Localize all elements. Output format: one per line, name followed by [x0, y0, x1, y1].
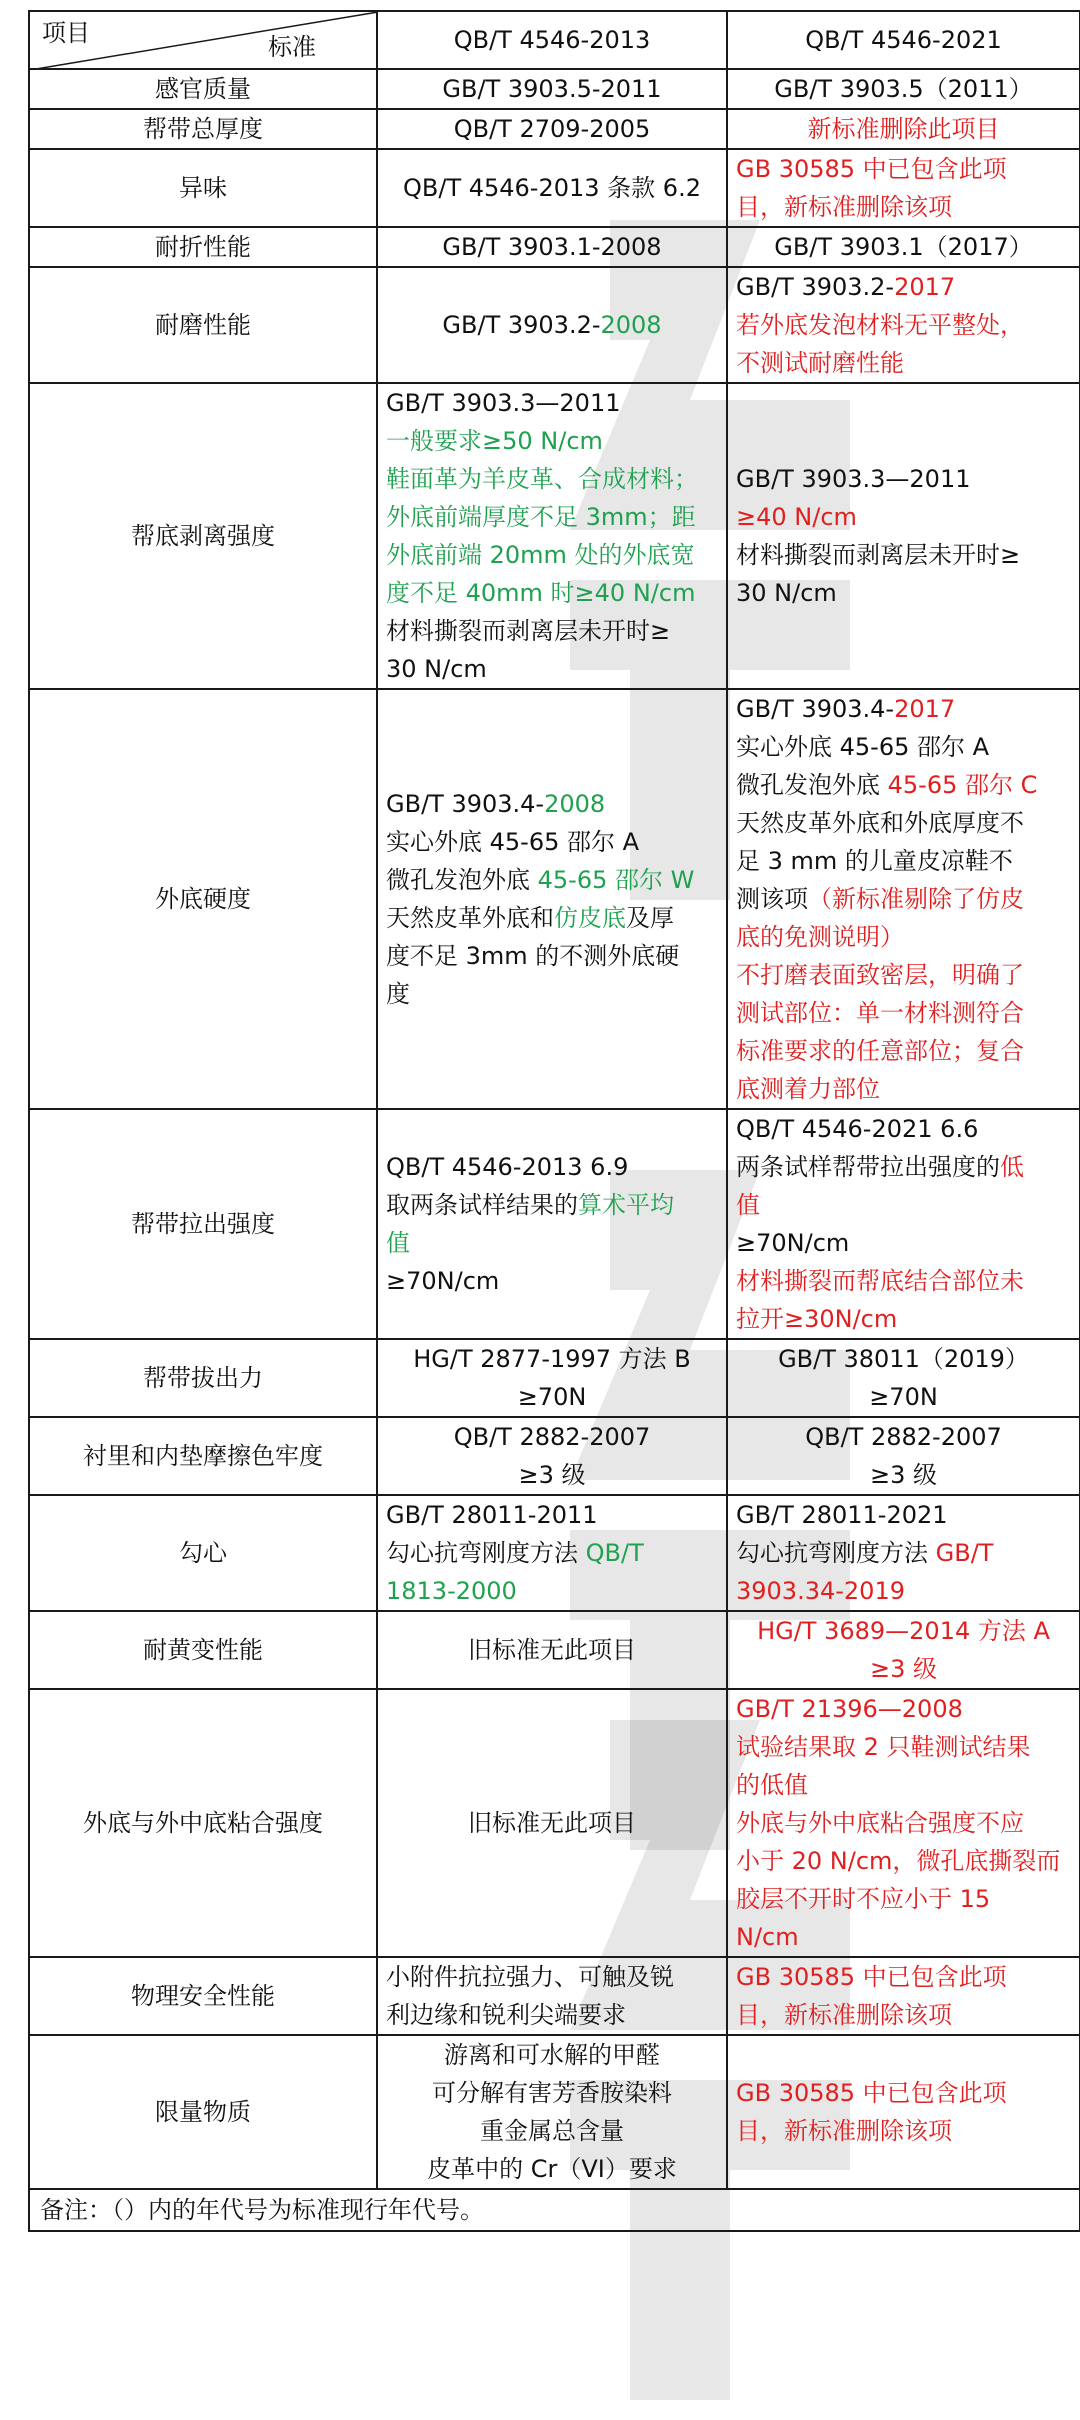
cell-line: [386, 1631, 718, 1669]
changed-text: 胶层不开时不应小于 15: [736, 1885, 991, 1913]
cell-line: [386, 975, 718, 1013]
cell-line: [736, 1032, 1071, 1070]
removed-text: 算术平均: [578, 1191, 674, 1219]
cell-line: [386, 70, 718, 108]
plain-text: 重金属总含量: [480, 2117, 624, 2145]
changed-text: 的低值: [736, 1771, 808, 1799]
cell-line: [736, 2112, 1071, 2150]
plain-text: 材料撕裂而剥离层未开时≥: [386, 617, 671, 645]
plain-text: 小附件抗拉强力、可触及锐: [386, 1963, 674, 1991]
removed-text: 2008: [544, 790, 606, 818]
changed-text: ≥3 级: [869, 1655, 937, 1683]
plain-text: 微孔发泡外底: [386, 866, 538, 894]
item-name-cell: 耐折性能: [29, 227, 377, 267]
changed-text: ≥40 N/cm: [736, 503, 857, 531]
plain-text: 两条试样帮带拉出强度的: [736, 1153, 1000, 1181]
cell-line: [736, 228, 1071, 266]
plain-text: QB/T 4546-2021 6.6: [736, 1115, 979, 1143]
new-standard-cell: [727, 1689, 1080, 1957]
cell-line: [386, 306, 718, 344]
plain-text: 足 3 mm 的儿童皮凉鞋不: [736, 847, 1013, 875]
header-new-standard: QB/T 4546-2021: [727, 11, 1080, 69]
plain-text: GB/T 38011（2019）: [778, 1345, 1029, 1373]
plain-text: GB/T 3903.5-2011: [442, 75, 662, 103]
header-old-standard: QB/T 4546-2013: [377, 11, 727, 69]
old-standard-cell: [377, 149, 727, 227]
cell-line: [736, 70, 1071, 108]
cell-line: [736, 110, 1071, 148]
old-standard-cell: [377, 1417, 727, 1495]
cell-line: [736, 1378, 1071, 1416]
cell-line: [386, 498, 718, 536]
plain-text: 30 N/cm: [386, 655, 487, 683]
cell-line: [736, 1110, 1071, 1148]
cell-line: [736, 1958, 1071, 1996]
cell-line: [736, 880, 1071, 918]
table-row: [29, 109, 1080, 149]
item-name-cell: 帮带总厚度: [29, 109, 377, 149]
changed-text: 外底与外中底粘合强度不应: [736, 1809, 1024, 1837]
new-standard-cell: [727, 1611, 1080, 1689]
cell-line: [386, 1378, 718, 1416]
plain-text: 实心外底 45-65 邵尔 A: [386, 828, 640, 856]
cell-line: [386, 1148, 718, 1186]
table-row: [29, 689, 1080, 1109]
item-name-cell: 外底与外中底粘合强度: [29, 1689, 377, 1957]
changed-text: N/cm: [736, 1923, 799, 1951]
changed-text: 值: [736, 1191, 760, 1219]
old-standard-cell: [377, 383, 727, 689]
old-standard-cell: [377, 69, 727, 109]
plain-text: GB/T 28011-2021: [736, 1501, 948, 1529]
cell-line: [736, 766, 1071, 804]
plain-text: 天然皮革外底和: [386, 904, 554, 932]
header-item-label: 项目: [42, 19, 90, 47]
old-standard-cell: [377, 689, 727, 1109]
cell-line: [386, 612, 718, 650]
changed-text: 新标准删除此项目: [807, 115, 1000, 143]
old-standard-cell: [377, 1109, 727, 1339]
plain-text: GB/T 3903.5（2011）: [774, 75, 1033, 103]
plain-text: GB/T 3903.4-: [386, 790, 545, 818]
cell-line: [386, 460, 718, 498]
plain-text: ≥70N: [869, 1383, 938, 1411]
cell-line: [736, 498, 1071, 536]
plain-text: ≥70N: [517, 1383, 587, 1411]
cell-line: [386, 384, 718, 422]
new-standard-cell: [727, 1109, 1080, 1339]
table-row: [29, 149, 1080, 227]
new-standard-cell: [727, 267, 1080, 383]
changed-text: 3903.34-2019: [736, 1577, 905, 1605]
table-row: [29, 1611, 1080, 1689]
changed-text: （新标准剔除了仿皮: [808, 885, 1024, 913]
table-row: [29, 383, 1080, 689]
cell-line: [736, 1880, 1071, 1918]
cell-line: [386, 228, 718, 266]
cell-line: [736, 2074, 1071, 2112]
cell-line: [736, 1262, 1071, 1300]
cell-line: [736, 1300, 1071, 1338]
new-standard-cell: [727, 109, 1080, 149]
changed-text: GB/T 21396—2008: [736, 1695, 963, 1723]
cell-line: [386, 937, 718, 975]
plain-text: QB/T 4546-2013 6.9: [386, 1153, 629, 1181]
changed-text: 2017: [894, 695, 956, 723]
cell-line: [736, 1804, 1071, 1842]
table-row: [29, 267, 1080, 383]
changed-text: 材料撕裂而帮底结合部位未: [736, 1267, 1024, 1295]
plain-text: GB/T 3903.3—2011: [736, 465, 971, 493]
cell-line: [736, 1224, 1071, 1262]
old-standard-cell: [377, 109, 727, 149]
removed-text: 1813-2000: [386, 1577, 517, 1605]
changed-text: 底测着力部位: [736, 1075, 880, 1103]
plain-text: QB/T 4546-2013 条款 6.2: [403, 174, 701, 202]
plain-text: GB/T 28011-2011: [386, 1501, 598, 1529]
table-row: [29, 227, 1080, 267]
item-name-cell: 衬里和内垫摩擦色牢度: [29, 1417, 377, 1495]
old-standard-cell: [377, 1957, 727, 2035]
old-standard-cell: [377, 1689, 727, 1957]
cell-line: [736, 1842, 1071, 1880]
cell-line: [736, 1728, 1071, 1766]
cell-line: [386, 650, 718, 688]
changed-text: 不打磨表面致密层，明确了: [736, 961, 1024, 989]
table-row: [29, 1339, 1080, 1417]
new-standard-cell: [727, 149, 1080, 227]
plain-text: QB/T 2882-2007: [805, 1423, 1002, 1451]
cell-line: [386, 1958, 718, 1996]
cell-line: [386, 574, 718, 612]
changed-text: GB 30585 中已包含此项: [736, 2079, 1007, 2107]
changed-text: 45-65 邵尔 C: [887, 771, 1038, 799]
plain-text: 实心外底 45-65 邵尔 A: [736, 733, 990, 761]
cell-line: [386, 536, 718, 574]
cell-line: [736, 344, 1071, 382]
plain-text: 微孔发泡外底: [736, 771, 888, 799]
plain-text: ≥3 级: [518, 1461, 586, 1489]
removed-text: 值: [386, 1229, 410, 1257]
changed-text: 目，新标准删除该项: [736, 2117, 952, 2145]
cell-line: [736, 268, 1071, 306]
cell-line: [386, 1262, 718, 1300]
header-diagonal-cell: [29, 11, 377, 69]
changed-text: 测试部位：单一材料测符合: [736, 999, 1024, 1027]
cell-line: [386, 1496, 718, 1534]
cell-line: [386, 1572, 718, 1610]
item-name-cell: 勾心: [29, 1495, 377, 1611]
changed-text: 2017: [894, 273, 956, 301]
plain-text: 勾心抗弯刚度方法: [736, 1539, 936, 1567]
cell-line: [386, 1418, 718, 1456]
old-standard-cell: [377, 1495, 727, 1611]
cell-line: [386, 1340, 718, 1378]
cell-line: [736, 956, 1071, 994]
plain-text: 及厚: [626, 904, 674, 932]
cell-line: [736, 1418, 1071, 1456]
changed-text: 目，新标准删除该项: [736, 193, 952, 221]
cell-line: [736, 1612, 1071, 1650]
plain-text: 度: [386, 980, 410, 1008]
table-row: [29, 1957, 1080, 2035]
standard-comparison-table: [28, 10, 1080, 2232]
old-standard-cell: [377, 267, 727, 383]
item-name-cell: 耐黄变性能: [29, 1611, 377, 1689]
plain-text: 勾心抗弯刚度方法: [386, 1539, 586, 1567]
plain-text: GB/T 3903.4-: [736, 695, 895, 723]
cell-line: [736, 460, 1071, 498]
note-text: 备注：（）内的年代号为标准现行年代号。: [29, 2189, 1080, 2231]
cell-line: [386, 1804, 718, 1842]
cell-line: [386, 1186, 718, 1224]
cell-line: [386, 785, 718, 823]
removed-text: 2008: [600, 311, 662, 339]
cell-line: [736, 188, 1071, 226]
cell-line: [386, 2150, 718, 2188]
cell-line: [736, 1766, 1071, 1804]
cell-line: [736, 690, 1071, 728]
plain-text: ≥70N/cm: [386, 1267, 500, 1295]
cell-line: [736, 1340, 1071, 1378]
changed-text: 低: [1000, 1153, 1024, 1181]
changed-text: 小于 20 N/cm，微孔底撕裂而: [736, 1847, 1061, 1875]
header-standard-label: 标准: [268, 33, 316, 61]
plain-text: ≥70N/cm: [736, 1229, 850, 1257]
table-row: [29, 69, 1080, 109]
new-standard-cell: [727, 1495, 1080, 1611]
changed-text: GB 30585 中已包含此项: [736, 1963, 1007, 1991]
plain-text: 旧标准无此项目: [468, 1809, 636, 1837]
removed-text: 鞋面革为羊皮革、合成材料；: [386, 465, 698, 493]
item-name-cell: 外底硬度: [29, 689, 377, 1109]
plain-text: 材料撕裂而剥离层未开时≥: [736, 541, 1021, 569]
plain-text: GB/T 3903.3—2011: [386, 389, 621, 417]
old-standard-cell: [377, 1339, 727, 1417]
table-row: [29, 1689, 1080, 1957]
cell-line: [736, 1070, 1071, 1108]
new-standard-cell: [727, 383, 1080, 689]
new-standard-cell: [727, 1417, 1080, 1495]
table-row: [29, 1495, 1080, 1611]
removed-text: 度不足 40mm 时≥40 N/cm: [386, 579, 696, 607]
cell-line: [386, 1534, 718, 1572]
item-name-cell: 帮带拉出强度: [29, 1109, 377, 1339]
cell-line: [736, 1186, 1071, 1224]
changed-text: 若外底发泡材料无平整处，: [736, 311, 1024, 339]
changed-text: 底的免测说明）: [736, 923, 904, 951]
table-row: [29, 1109, 1080, 1339]
removed-text: 仿皮底: [554, 904, 626, 932]
cell-line: [736, 306, 1071, 344]
cell-line: [386, 899, 718, 937]
plain-text: 取两条试样结果的: [386, 1191, 578, 1219]
plain-text: 利边缘和锐利尖端要求: [386, 2001, 626, 2029]
cell-line: [386, 861, 718, 899]
item-name-cell: 耐磨性能: [29, 267, 377, 383]
cell-line: [386, 422, 718, 460]
new-standard-cell: [727, 1957, 1080, 2035]
plain-text: QB/T 2709-2005: [453, 115, 651, 143]
plain-text: 天然皮革外底和外底厚度不: [736, 809, 1024, 837]
header-row: [29, 11, 1080, 69]
new-standard-cell: [727, 227, 1080, 267]
plain-text: HG/T 2877-1997 方法 B: [413, 1345, 691, 1373]
cell-line: [736, 918, 1071, 956]
cell-line: [736, 1572, 1071, 1610]
plain-text: ≥3 级: [869, 1461, 937, 1489]
item-name-cell: 限量物质: [29, 2035, 377, 2189]
cell-line: [736, 1496, 1071, 1534]
cell-line: [386, 823, 718, 861]
plain-text: GB/T 3903.2-: [442, 311, 601, 339]
plain-text: GB/T 3903.1-2008: [442, 233, 662, 261]
cell-line: [736, 150, 1071, 188]
plain-text: 测该项: [736, 885, 808, 913]
cell-line: [736, 536, 1071, 574]
cell-line: [386, 1996, 718, 2034]
new-standard-cell: [727, 689, 1080, 1109]
cell-line: [386, 2074, 718, 2112]
plain-text: 游离和可水解的甲醛: [444, 2041, 660, 2069]
cell-line: [736, 574, 1071, 612]
changed-text: 标准要求的任意部位；复合: [736, 1037, 1024, 1065]
removed-text: QB/T: [585, 1539, 644, 1567]
plain-text: 可分解有害芳香胺染料: [432, 2079, 672, 2107]
plain-text: 旧标准无此项目: [468, 1636, 636, 1664]
new-standard-cell: [727, 2035, 1080, 2189]
item-name-cell: 帮带拔出力: [29, 1339, 377, 1417]
old-standard-cell: [377, 1611, 727, 1689]
cell-line: [736, 1650, 1071, 1688]
cell-line: [386, 2112, 718, 2150]
new-standard-cell: [727, 69, 1080, 109]
cell-line: [736, 1534, 1071, 1572]
changed-text: 目，新标准删除该项: [736, 2001, 952, 2029]
cell-line: [386, 110, 718, 148]
note-row: [29, 2189, 1080, 2231]
item-name-cell: 物理安全性能: [29, 1957, 377, 2035]
item-name-cell: 帮底剥离强度: [29, 383, 377, 689]
old-standard-cell: [377, 2035, 727, 2189]
cell-line: [736, 1996, 1071, 2034]
plain-text: GB/T 3903.2-: [736, 273, 895, 301]
cell-line: [386, 169, 718, 207]
table-row: [29, 1417, 1080, 1495]
cell-line: [736, 728, 1071, 766]
item-name-cell: 感官质量: [29, 69, 377, 109]
cell-line: [386, 1224, 718, 1262]
old-standard-cell: [377, 227, 727, 267]
changed-text: HG/T 3689—2014 方法 A: [757, 1617, 1050, 1645]
plain-text: 30 N/cm: [736, 579, 837, 607]
removed-text: 外底前端厚度不足 3mm；距: [386, 503, 696, 531]
cell-line: [736, 1918, 1071, 1956]
removed-text: 外底前端 20mm 处的外底宽: [386, 541, 695, 569]
plain-text: 皮革中的 Cr（VI）要求: [427, 2155, 677, 2183]
cell-line: [736, 804, 1071, 842]
cell-line: [386, 2036, 718, 2074]
plain-text: GB/T 3903.1（2017）: [774, 233, 1033, 261]
changed-text: GB/T: [935, 1539, 994, 1567]
changed-text: GB 30585 中已包含此项: [736, 155, 1007, 183]
removed-text: 45-65 邵尔 W: [537, 866, 695, 894]
changed-text: 不测试耐磨性能: [736, 349, 904, 377]
plain-text: 度不足 3mm 的不测外底硬: [386, 942, 680, 970]
changed-text: 试验结果取 2 只鞋测试结果: [736, 1733, 1031, 1761]
removed-text: 一般要求≥50 N/cm: [386, 427, 603, 455]
changed-text: 拉开≥30N/cm: [736, 1305, 898, 1333]
cell-line: [736, 1456, 1071, 1494]
cell-line: [736, 994, 1071, 1032]
table-row: [29, 2035, 1080, 2189]
cell-line: [736, 1690, 1071, 1728]
new-standard-cell: [727, 1339, 1080, 1417]
item-name-cell: 异味: [29, 149, 377, 227]
cell-line: [386, 1456, 718, 1494]
cell-line: [736, 842, 1071, 880]
cell-line: [736, 1148, 1071, 1186]
plain-text: QB/T 2882-2007: [453, 1423, 651, 1451]
